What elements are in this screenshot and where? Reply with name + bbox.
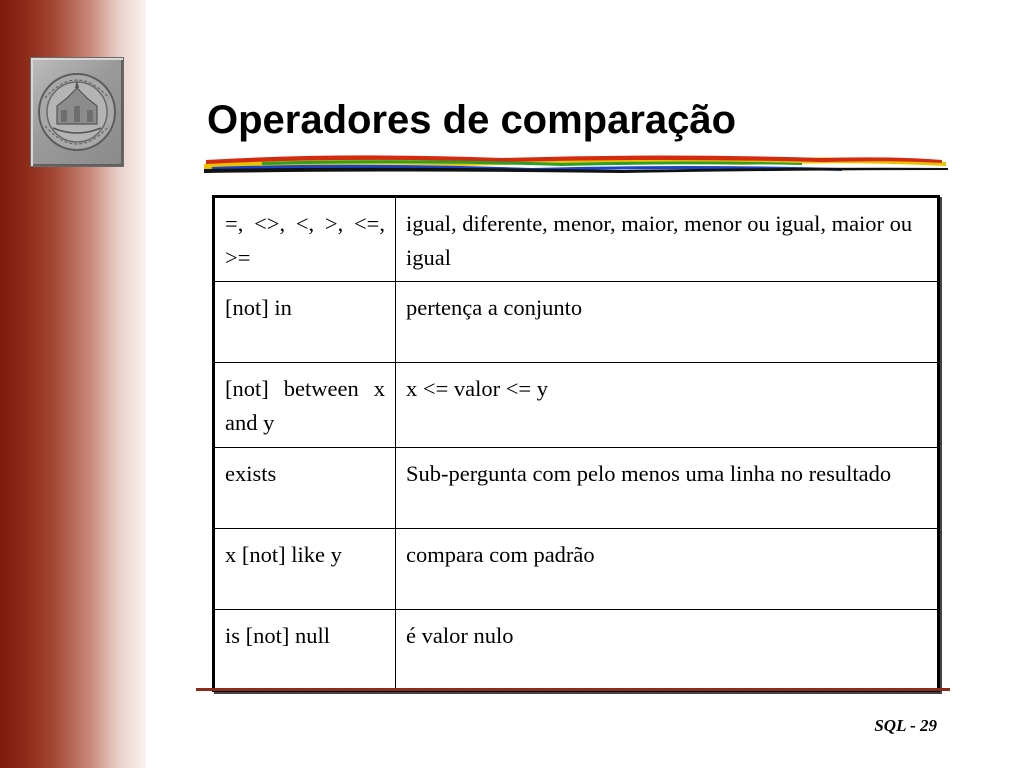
comparison-operators-table: [212, 195, 940, 692]
operator-cell: is [not] null: [214, 610, 396, 691]
page-title: Operadores de comparação: [207, 98, 737, 142]
operator-cell: exists: [214, 448, 396, 529]
description-cell: Sub-pergunta com pelo menos uma linha no resultado: [396, 448, 939, 529]
description-cell: pertença a conjunto: [396, 282, 939, 363]
operator-cell: [not] between x and y: [214, 363, 396, 448]
table-row: [214, 282, 939, 363]
operator-cell: =, <>, <, >, <=, >=: [214, 197, 396, 282]
description-cell: é valor nulo: [396, 610, 939, 691]
table-row: [214, 529, 939, 610]
table-row: [214, 197, 939, 282]
operator-cell: [not] in: [214, 282, 396, 363]
decorative-brush-stroke: [202, 150, 950, 180]
university-seal-icon: [30, 57, 124, 167]
slide-number: SQL - 29: [874, 716, 937, 735]
description-cell: compara com padrão: [396, 529, 939, 610]
description-cell: igual, diferente, menor, maior, menor ou igual, maior ou igual: [396, 197, 939, 282]
description-cell: x <= valor <= y: [396, 363, 939, 448]
table-row: [214, 610, 939, 691]
table-row: [214, 363, 939, 448]
table-row: [214, 448, 939, 529]
operator-cell: x [not] like y: [214, 529, 396, 610]
footer-divider: [196, 688, 950, 691]
